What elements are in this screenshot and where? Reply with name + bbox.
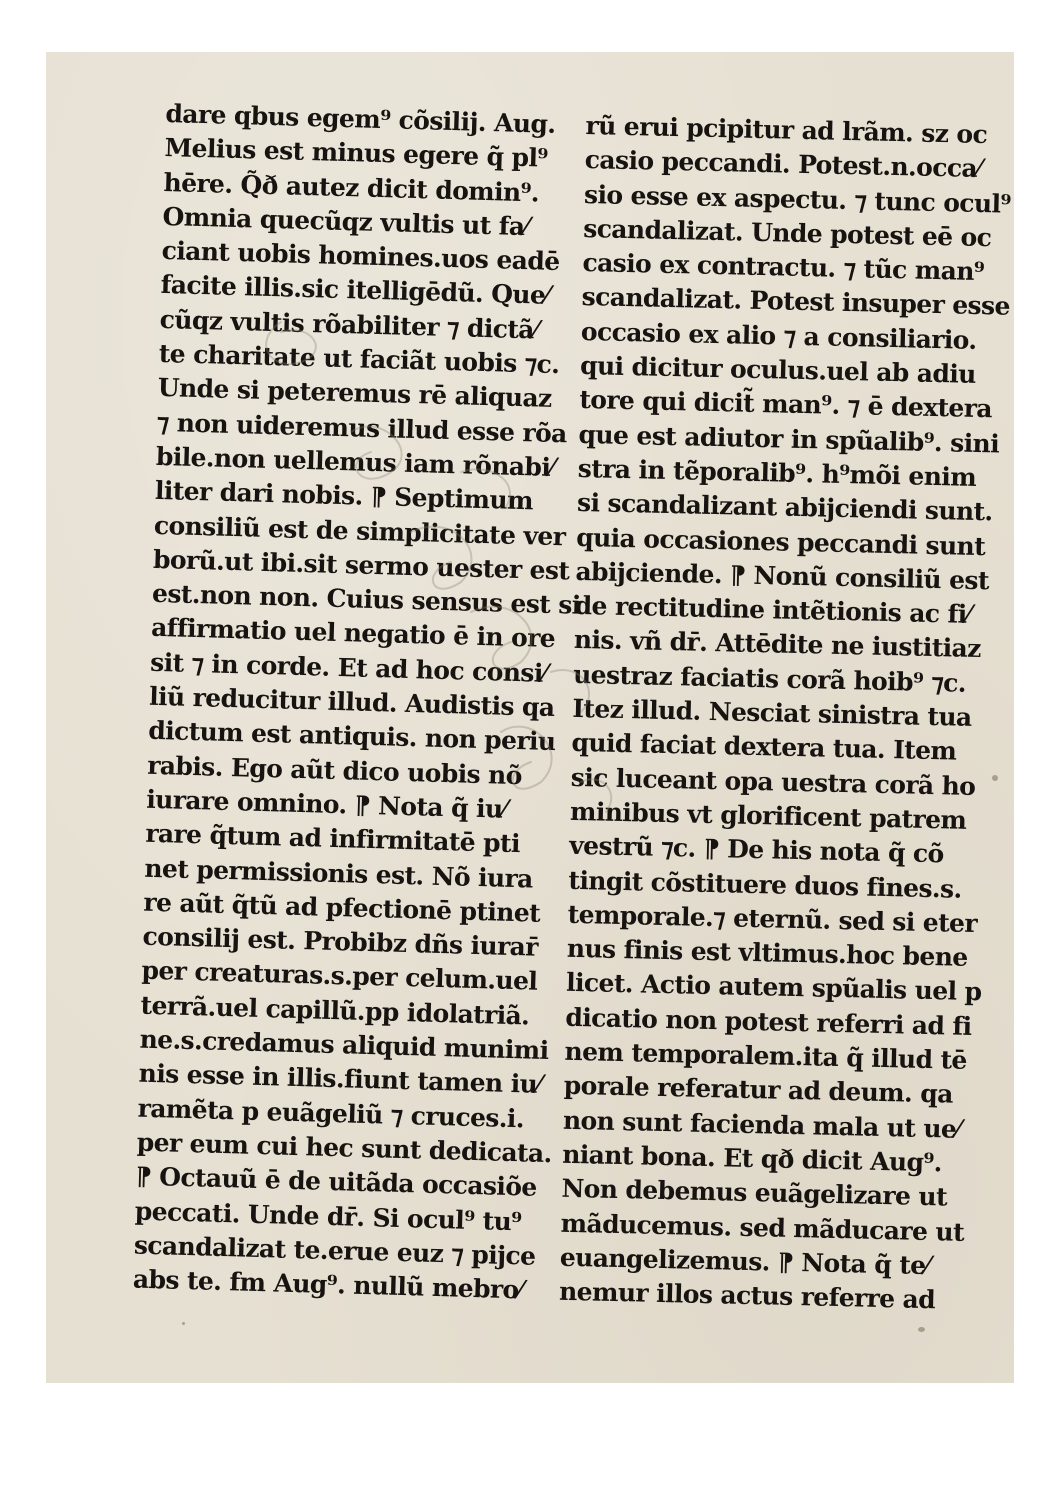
text-line: si scandalizant abijciendi sunt. [576, 488, 993, 527]
text-line: quid faciat dextera tua. Item [571, 728, 957, 766]
text-line: est.non non. Cuius sensus est si [151, 578, 582, 620]
text-line: rare q̃tum ad infirmitatē pti [145, 818, 521, 859]
text-line: rũ erui pcipitur ad lrãm. sz oc [585, 110, 988, 150]
text-line: scandalizat. Potest insuper esse [581, 282, 1011, 322]
text-line: borũ.ut ibi.sit sermo uester est [152, 544, 570, 586]
text-line: terrã.uel capillũ.pp idolatriã. [140, 990, 530, 1031]
text-line: Unde si peteremus rē aliquaz [157, 373, 553, 414]
text-line: que est adiutor in spũalib⁹. sini [578, 419, 1000, 459]
text-line: hēre. Q̃ð autez dicit domin⁹. [163, 167, 540, 208]
text-line: ⁋ Octauũ ē de uitãda occasiõe [135, 1161, 538, 1202]
text-line: Non debemus euãgelizare ut [561, 1173, 948, 1212]
text-line: iurare omnino. ⁋ Nota q̃ iu⁄ [145, 784, 507, 824]
right-text-column [558, 109, 1012, 1318]
text-line: peccati. Unde dr̄. Si ocul⁹ tu⁹ [134, 1196, 522, 1236]
text-line: liũ reducitur illud. Audistis qa [148, 681, 555, 723]
text-line: consilij est. Probibz dñs iurar̄ [142, 921, 539, 962]
text-line: scandalizat te.erue euz ⁊ pijce [133, 1230, 536, 1271]
text-line: casio peccandi. Potest.n.occa⁄ [584, 145, 981, 184]
text-line: nemur illos actus referre ad [558, 1276, 936, 1315]
paper-speck [918, 1327, 925, 1332]
text-line: facite illis.sic itelligēdũ. Que⁄ [160, 270, 550, 311]
text-line: tingit cõstituere duos fines.s. [568, 865, 963, 904]
text-line: ne.s.credamus aliquid munimi [139, 1024, 549, 1066]
text-line: sit ⁊ in corde. Et ad hoc consi⁄ [149, 647, 547, 688]
paper-speck [182, 1322, 185, 1325]
text-line: Melius est minus egere q̃ pl⁹ [164, 133, 549, 173]
text-line: licet. Actio autem spũalis uel p [565, 968, 982, 1007]
text-line: dictum est antiquis. non periu [147, 716, 556, 757]
text-line: minibus vt glorificent patrem [569, 796, 967, 835]
text-line: ciant uobis homines.uos eadē [161, 236, 560, 277]
text-line: qui dicitur oculus.uel ab adiu [579, 351, 977, 389]
text-line: consiliũ est de simplicitate ver [153, 510, 566, 551]
left-text-column [132, 97, 582, 1307]
text-line: liter dari nobis. ⁋ Septimum [154, 476, 534, 516]
text-line: re aũt q̃tũ ad pfectionē ptinet [143, 887, 541, 928]
text-line: stra in tẽporalib⁹. h⁹mõi enim [577, 453, 977, 492]
text-line: nem temporalem.ita q̃ illud tē [564, 1036, 968, 1075]
text-line: ramẽta p euãgeliũ ⁊ cruces.i. [137, 1093, 525, 1133]
text-line: nis esse in illis.fiunt tamen iu⁄ [138, 1058, 542, 1100]
text-line: casio ex contractu. ⁊ tũc man⁹ [582, 248, 985, 287]
text-line: euangelizemus. ⁋ Nota q̃ te⁄ [559, 1242, 930, 1280]
text-line: dare qbus egem⁹ cõsilij. Aug. [165, 98, 556, 139]
text-line: affirmatio uel negatio ē in ore [150, 613, 556, 654]
text-line: per creaturas.s.per celum.uel [141, 956, 538, 997]
text-line: uestraz faciatis corã hoib⁹ ⁊c. [572, 659, 967, 698]
text-line: scandalizat. Unde potest eē oc [582, 213, 992, 253]
text-line: dicatio non potest referri ad fi [565, 1002, 972, 1041]
text-line: nus finis est vltimus.hoc bene [566, 933, 968, 972]
text-line: non sunt facienda mala ut ue⁄ [562, 1105, 961, 1144]
text-line: Itez illud. Nesciat sinistra tua [572, 693, 972, 732]
text-line: bile.non uellemus iam rõnabi⁄ [155, 441, 555, 482]
text-line: temporale.⁊ eternũ. sed si eter [567, 899, 978, 938]
text-line: de rectitudine intẽtionis ac fi⁄ [574, 591, 971, 629]
text-line: Omnia quecũqz vultis ut fa⁄ [162, 201, 529, 242]
text-line: vestrũ ⁊c. ⁋ De his nota q̃ cõ [568, 831, 945, 869]
text-line: occasio ex alio ⁊ a consiliario. [580, 316, 977, 355]
paper-speck [992, 775, 998, 781]
document-page [46, 52, 1014, 1383]
text-line: sic luceant opa uestra corã ho [570, 762, 976, 801]
text-line: sio esse ex aspectu. ⁊ tunc ocul⁹ [583, 179, 1012, 219]
text-line: cũqz vultis rõabiliter ⁊ dictã⁄ [159, 304, 538, 345]
text-line: nis. vñ dr̄. Attēdite ne iustitiaz [573, 625, 982, 664]
text-line: niant bona. Et qð dicit Aug⁹. [561, 1139, 943, 1178]
text-line: tore qui dicit̃ man⁹. ⁊ ē dextera [579, 385, 993, 424]
text-line: ⁊ non uideremus illud esse rõa [156, 407, 568, 448]
text-line: per eum cui hec sunt dedicata. [136, 1127, 553, 1169]
text-line: rabis. Ego aũt dico uobis nõ [146, 750, 523, 790]
text-line: abs te. fm Aug⁹. nullũ mebro⁄ [132, 1264, 523, 1305]
text-line: mãducemus. sed mãducare ut [560, 1208, 965, 1247]
text-line: net permissionis est. Nõ iura [144, 853, 534, 894]
text-line: abijciende. ⁋ Nonũ consiliũ est [575, 556, 990, 596]
text-line: quia occasiones peccandi sunt [575, 522, 986, 561]
text-line: te charitate ut faciãt uobis ⁊c. [158, 338, 560, 380]
text-line: porale referatur ad deum. qa [563, 1071, 954, 1109]
